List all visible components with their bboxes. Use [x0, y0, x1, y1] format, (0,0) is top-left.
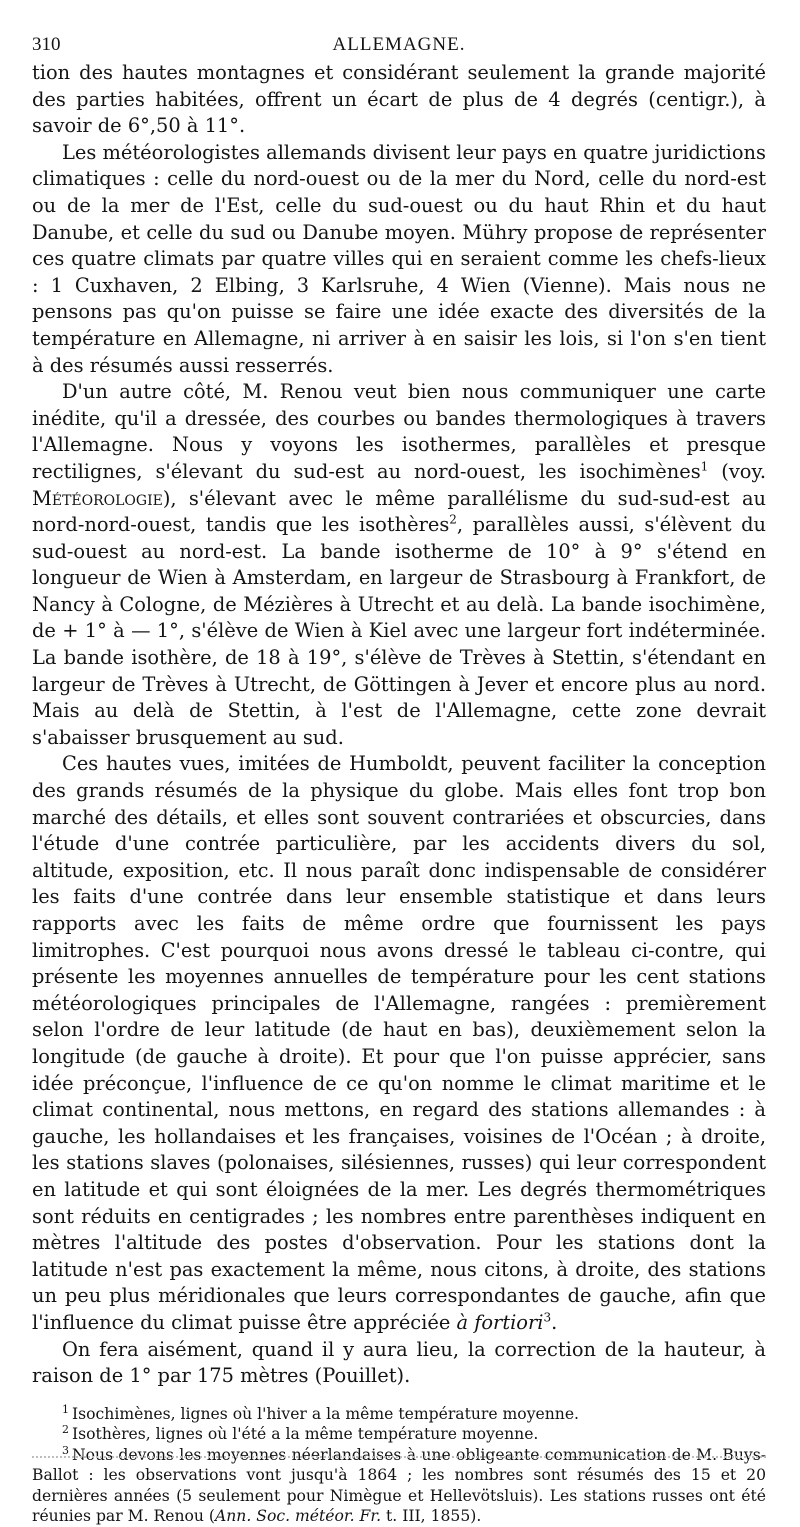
- cross-reference: Météorologie: [32, 486, 163, 510]
- text-run: D'un autre côté, M. Renou veut bien nous communiquer une carte inédite, qu'il a dressée, des courbes ou bandes thermologiques à travers l'Allemagne. Nous y voyons les isothermes, parallèles et presque rectilignes, s'élevant du sud-est au nord-ouest, les isochimènes: [32, 380, 766, 483]
- text-run: .: [551, 1310, 558, 1334]
- page-header: [32, 34, 766, 60]
- bottom-dotted-rule: [32, 1456, 766, 1458]
- body-text: [32, 60, 766, 1390]
- footnote-text: Isochimènes, lignes où l'hiver a la même température moyenne.: [72, 1404, 580, 1423]
- paragraph-renou-map: [32, 379, 766, 751]
- footnote-citation: Ann. Soc. météor. Fr.: [215, 1507, 382, 1526]
- footnotes: [32, 1404, 766, 1527]
- text-run: (voy.: [708, 459, 766, 483]
- paragraph-height-correction: On fera aisément, quand il y aura lieu, la correction de la hauteur, à raison de 1° par 175 mètres (Pouillet).: [32, 1337, 766, 1388]
- text-run: Ces hautes vues, imitées de Humboldt, peuvent faciliter la conception des grands résumés de la physique du globe. Mais elles font trop bon marché des détails, et elles sont souvent contrariées et obscurcies, dans l'étude d'une contrée particulière, par les accidents divers du sol, altitude, exposition, etc. Il nous paraît donc indispensable de considérer les faits d'une contrée dans leur ensemble statistique et dans leurs rapports avec les faits de même ordre que fournissent les pays limitrophes. C'est pourquoi nous avons dressé le tableau ci-contre, qui présente les moyennes annuelles de température pour les cent stations météorologiques principales de l'Allemagne, rangées : premièrement selon l'ordre de leur latitude (de haut en bas), deuxièmement selon la longitude (de gauche à droite). Et pour que l'on puisse apprécier, sans idée préconçue, l'influence de ce qu'on nomme le climat maritime et le climat continental, nous mettons, en regard des stations allemandes : à gauche, les hollandaises et les françaises, voisines de l'Océan ; à droite, les stations slaves (polonaises, silésiennes, russes) qui leur correspondent en latitude et qui sont éloignées de la mer. Les degrés thermométriques sont réduits en centigrades ; les nombres entre parenthèses indiquent en mètres l'altitude des postes d'observation. Pour les stations dont la latitude n'est pas exactement la même, nous citons, à droite, des stations un peu plus méridionales que leurs correspondantes de gauche, afin que l'influence du climat puisse être appréciée: [32, 752, 766, 1334]
- running-head: ALLEMAGNE.: [332, 34, 466, 55]
- paragraph-climatic-jurisdictions: Les météorologistes allemands divisent leur pays en quatre juridictions climatiques : celle du nord-ouest ou de la mer du Nord, celle du nord-est ou de la mer de l'Est, celle du sud-ouest ou du haut Rhin et du haut Danube, et celle du sud ou Danube moyen. Mühry propose de représenter ces quatre climats par quatre villes qui en seraient comme les chefs-lieux : 1 Cuxhaven, 2 Elbing, 3 Karlsruhe, 4 Wien (Vienne). Mais nous ne pensons pas qu'on puisse se faire une idée exacte des diversités de la température en Allemagne, ni arriver à en saisir les lois, si l'on s'en tient à des résumés aussi resserrés.: [32, 140, 766, 377]
- text-run: ), s'élevant avec le même parallélisme du sud-sud-est au nord-nord-ouest, tandis que les isothères: [32, 486, 766, 537]
- footnote-text: Isothères, lignes où l'été a la même température moyenne.: [72, 1425, 539, 1444]
- footnote-text: Nous devons les moyennes néerlandaises à une obligeante communication de M. Buys-Ballot : les observations vont jusqu'à 1864 ; les nombres sont résumés des 15 et 20 dernières années (5 seulement pour Nimègue et Hellevötsluis). Les stations russes ont été réunies par M. Renou (: [32, 1445, 766, 1526]
- footnote-mark: 1: [62, 1402, 69, 1416]
- footnote-ref-1[interactable]: 1: [700, 459, 709, 474]
- italic-phrase: à fortiori: [456, 1310, 544, 1334]
- footnote-ref-2[interactable]: 2: [449, 512, 457, 527]
- footnote-mark: 2: [62, 1423, 69, 1436]
- page-number: 310: [32, 34, 61, 55]
- footnote-mark: 3: [62, 1443, 69, 1457]
- footnote-ref-3[interactable]: 3: [543, 1310, 552, 1325]
- footnote-text: t. III, 1855).: [381, 1507, 482, 1526]
- footnote-2: [32, 1424, 766, 1445]
- paragraph-humboldt: [32, 751, 766, 1336]
- paragraph-continuation: tion des hautes montagnes et considérant seulement la grande majorité des parties habitées, offrent un écart de plus de 4 degrés (centigr.), à savoir de 6°,50 à 11°.: [32, 61, 766, 138]
- text-run: , parallèles aussi, s'élèvent du sud-ouest au nord-est. La bande isotherme de 10° à 9° s'étend en longueur de Wien à Amsterdam, en largeur de Strasbourg à Frankfort, de Nancy à Cologne, de Mézières à Utrecht et au delà. La bande isochimène, de + 1° à — 1°, s'élève de Wien à Kiel avec une largeur fort indéterminée. La bande isothère, de 18 à 19°, s'élève de Trèves à Stettin, s'étendant en largeur de Trèves à Utrecht, de Göttingen à Jever et encore plus au nord. Mais au delà de Stettin, à l'est de l'Allemagne, cette zone devrait s'abaisser brusquement au sud.: [32, 513, 766, 749]
- footnote-1: [32, 1404, 766, 1425]
